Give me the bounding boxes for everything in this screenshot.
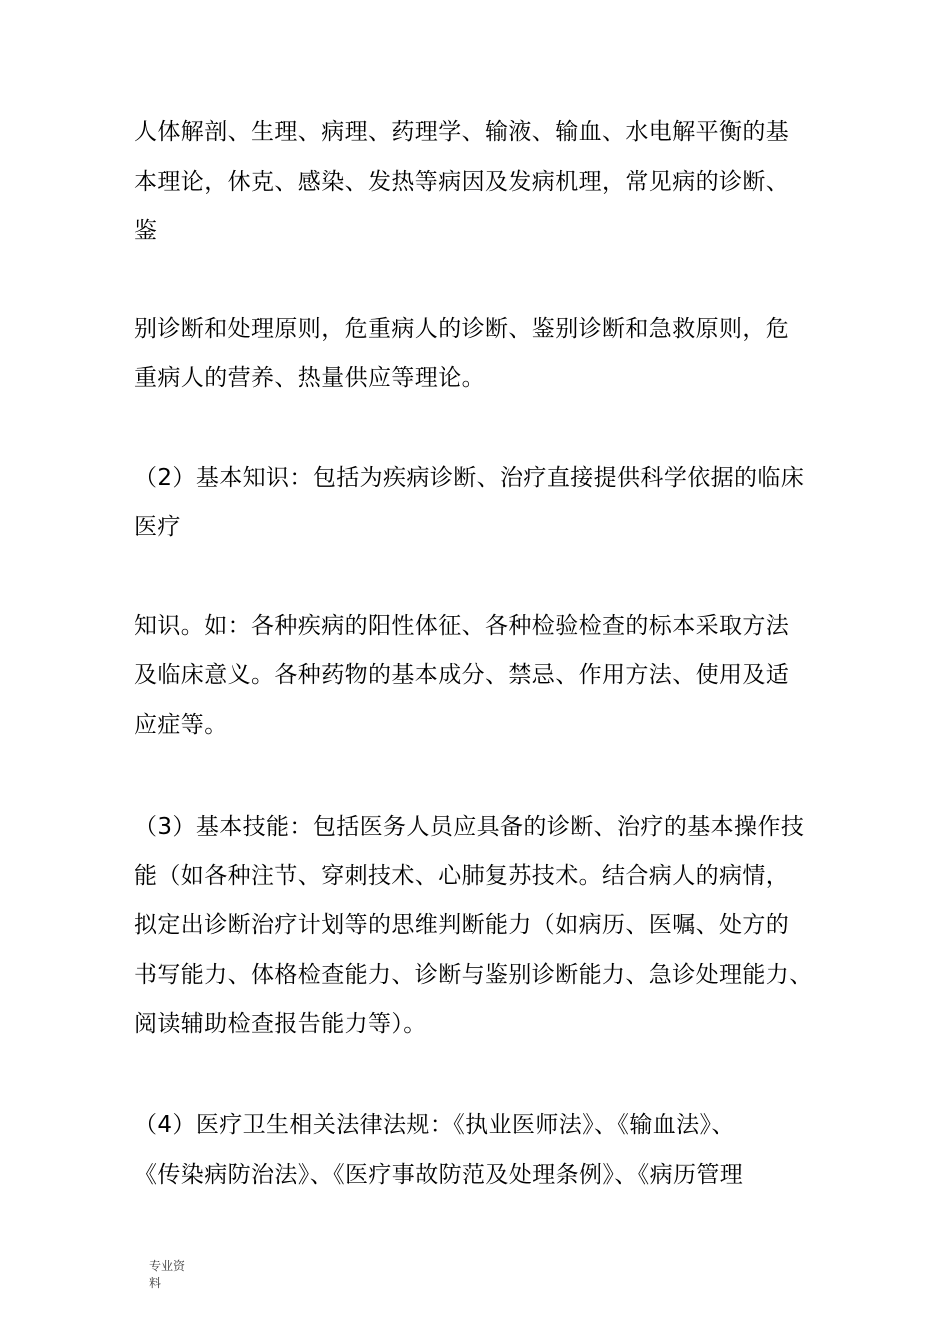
paragraph-4-line-2: 及临床意义。各种药物的基本成分、禁忌、作用方法、使用及适 bbox=[134, 662, 790, 688]
paragraph-2-line-2: 重病人的营养、热量供应等理论。 bbox=[134, 365, 485, 391]
paragraph-1-line-1: 人体解剖、生理、病理、药理学、输液、输血、水电解平衡的基 bbox=[134, 119, 790, 145]
paragraph-4-line-1: 知识。如：各种疾病的阳性体征、各种检验检查的标本采取方法 bbox=[134, 613, 790, 639]
paragraph-4-line-3: 应症等。 bbox=[134, 712, 228, 738]
footer-label-line-2: 料 bbox=[149, 1276, 162, 1290]
paragraph-6-line-2: 《传染病防治法》、《医疗事故防范及处理条例》、《病历管理 bbox=[134, 1162, 744, 1188]
paragraph-5-line-1: （3）基本技能：包括医务人员应具备的诊断、治疗的基本操作技 bbox=[134, 814, 805, 840]
footer-label-line-1: 专业资 bbox=[149, 1259, 186, 1273]
paragraph-2-line-1: 别诊断和处理原则，危重病人的诊断、鉴别诊断和急救原则，危 bbox=[134, 316, 790, 342]
paragraph-5-line-2: 能（如各种注节、穿刺技术、心肺复苏技术。结合病人的病情， bbox=[134, 863, 790, 889]
paragraph-5-line-3: 拟定出诊断治疗计划等的思维判断能力（如病历、医嘱、处方的 bbox=[134, 912, 790, 938]
paragraph-3-line-1: （2）基本知识：包括为疾病诊断、治疗直接提供科学依据的临床 bbox=[134, 465, 805, 491]
paragraph-6-line-1: （4）医疗卫生相关法律法规：《执业医师法》、《输血法》、 bbox=[134, 1112, 735, 1138]
paragraph-1-line-2: 本理论，休克、感染、发热等病因及发病机理，常见病的诊断、 bbox=[134, 169, 790, 195]
paragraph-5-line-4: 书写能力、体格检查能力、诊断与鉴别诊断能力、急诊处理能力、 bbox=[134, 962, 813, 988]
paragraph-1-line-3: 鉴 bbox=[134, 218, 158, 244]
paragraph-5-line-5: 阅读辅助检查报告能力等）。 bbox=[134, 1011, 427, 1037]
paragraph-3-line-2: 医疗 bbox=[134, 514, 181, 540]
